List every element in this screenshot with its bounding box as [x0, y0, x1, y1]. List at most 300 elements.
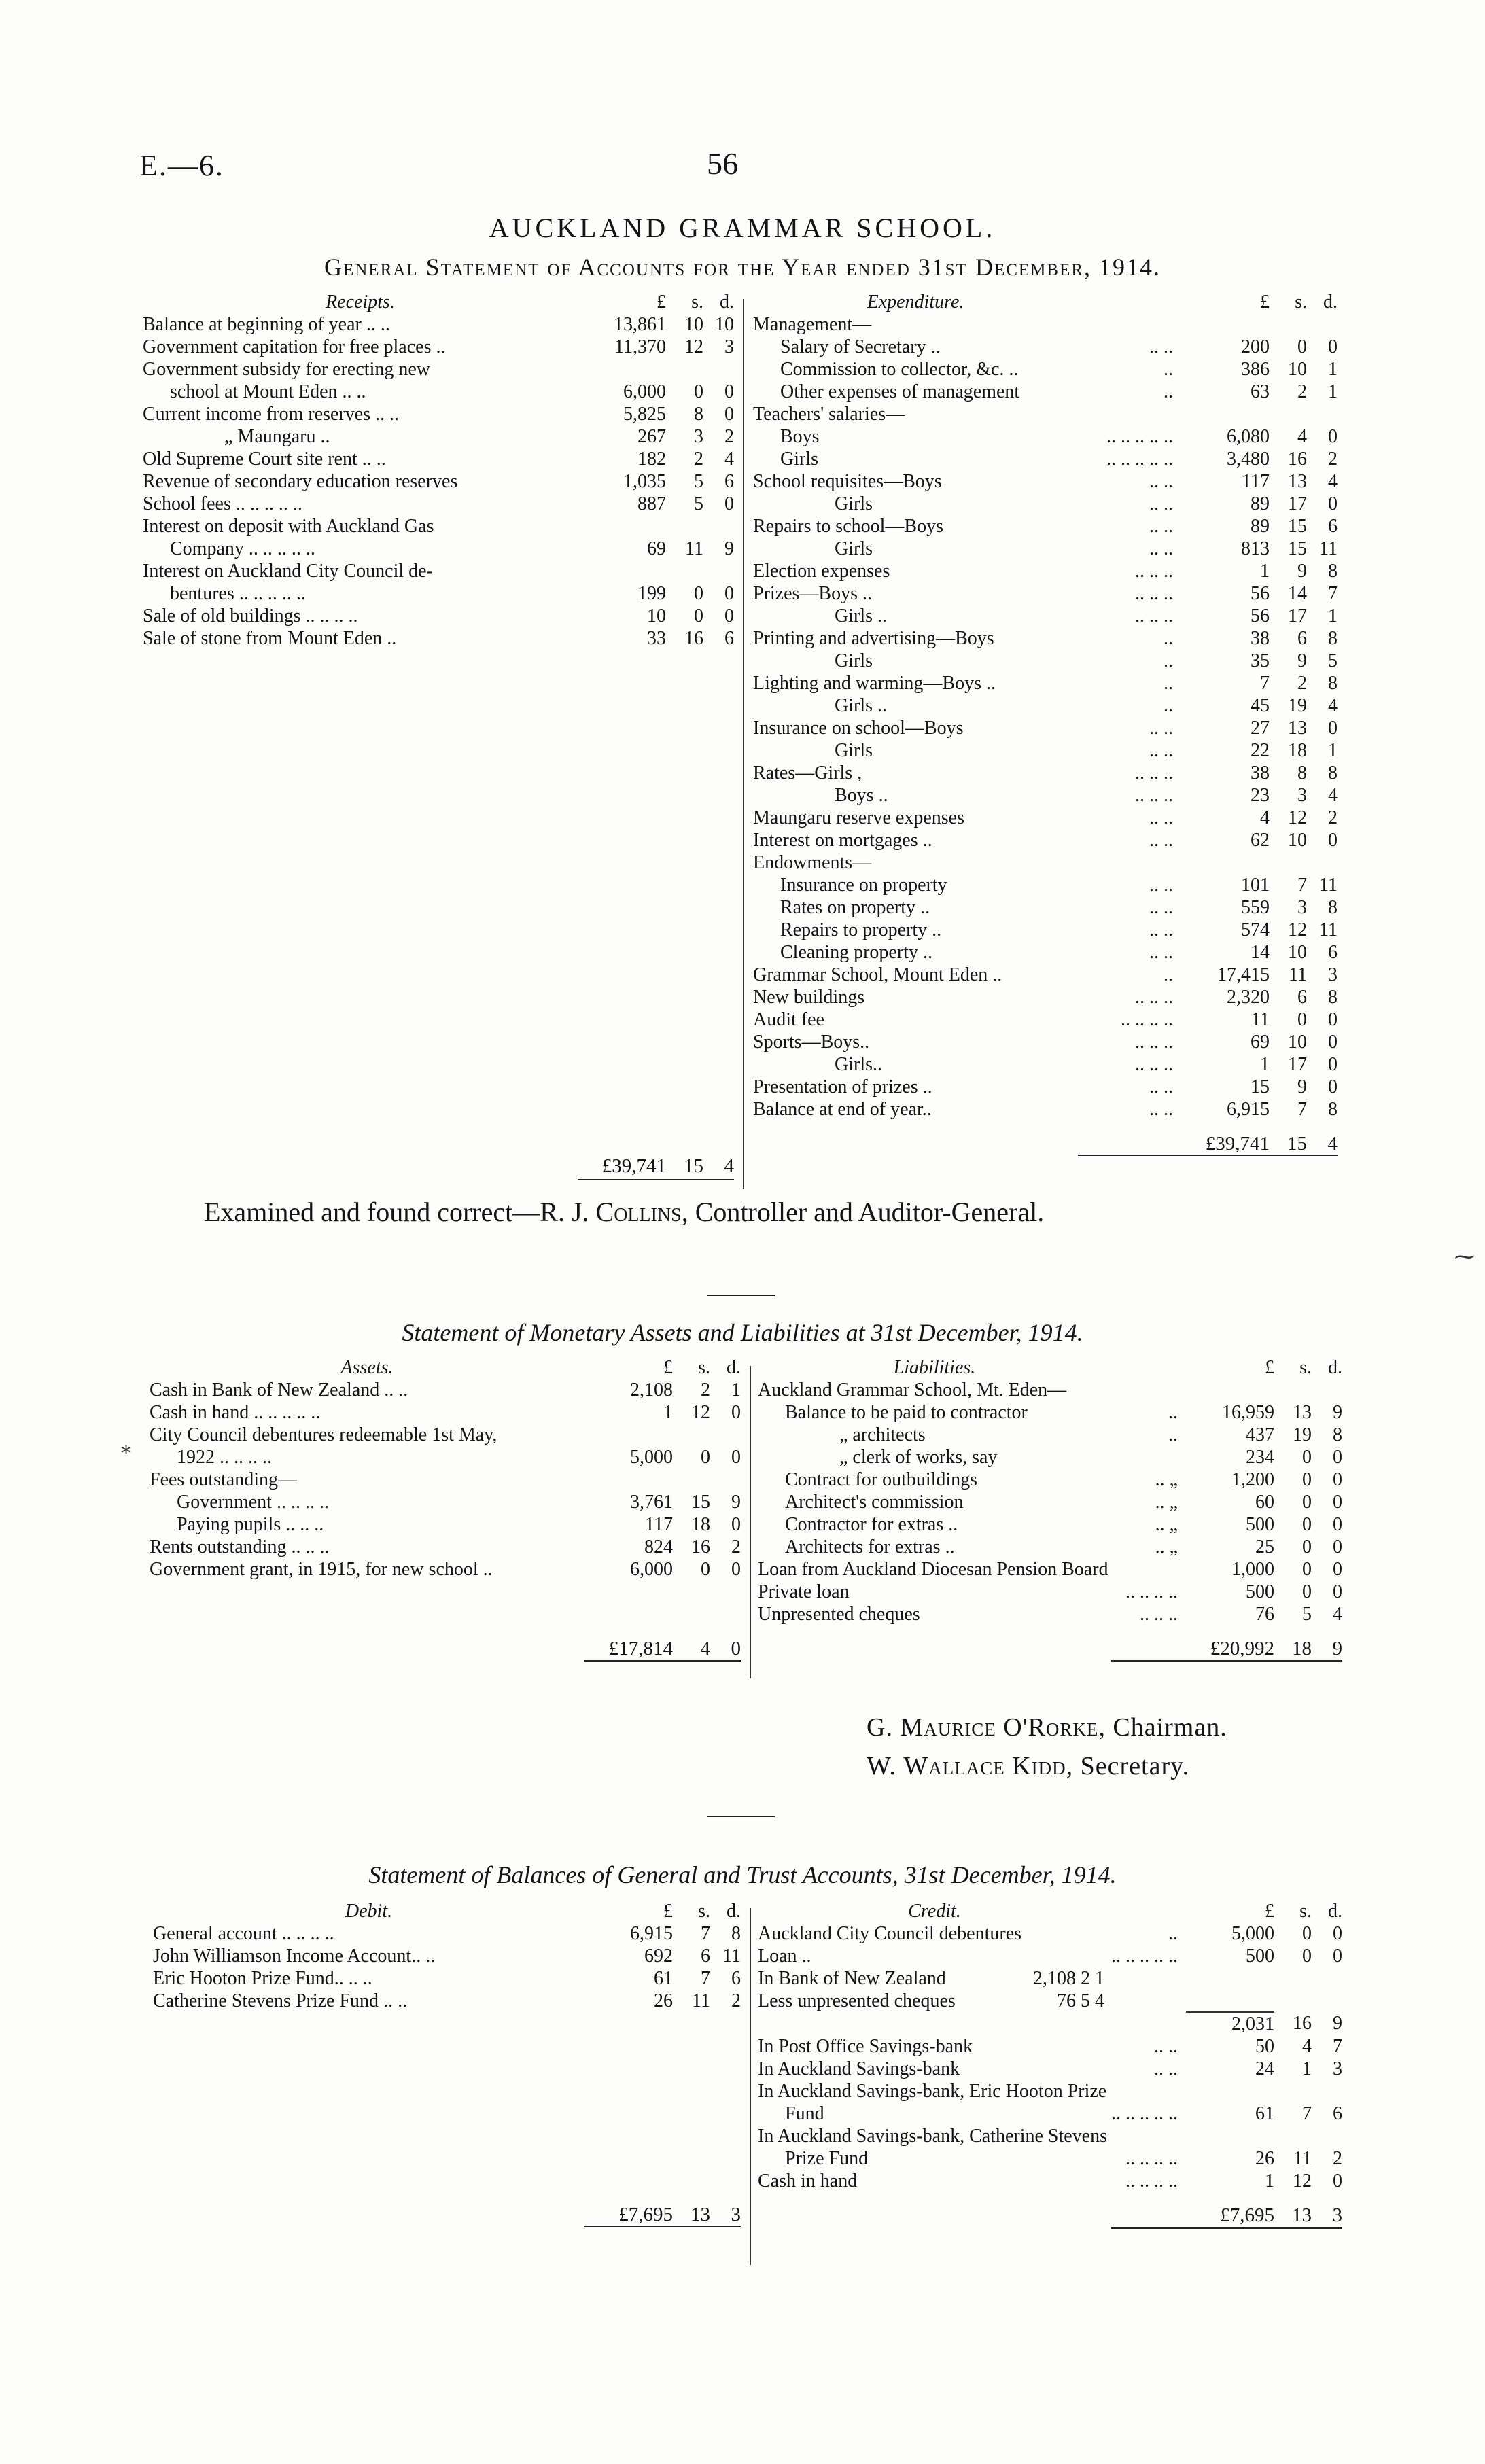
amount-shillings: 11 [1289, 964, 1307, 985]
amount-shillings: 0 [694, 381, 703, 402]
ledger-row [753, 403, 1338, 425]
spacer-row [150, 1603, 741, 1625]
amount-pence: 11 [1319, 919, 1338, 940]
amount-shillings: 11 [692, 1990, 710, 2011]
ledger-row [153, 1990, 741, 2012]
amount-pence: 11 [722, 1946, 741, 1967]
row-label [758, 1446, 1111, 1468]
audit-suffix: , Controller and Auditor-General. [681, 1197, 1045, 1227]
leader-dots: .. [1164, 964, 1173, 985]
spacer-row [143, 1008, 734, 1031]
row-label [753, 762, 1078, 784]
amount-pence: 4 [1328, 695, 1338, 716]
row-label-text: Government capitation for free places [143, 336, 432, 357]
amount-shillings: 3 [1297, 785, 1307, 806]
amount-pounds: 26 [654, 1990, 673, 2011]
amount-shillings: 8 [694, 404, 703, 425]
leader-dots: .. .. [1149, 875, 1173, 896]
spacer-row [143, 1031, 734, 1053]
amount-shillings: 7 [1302, 2103, 1312, 2124]
amount-pence: 0 [1333, 1492, 1342, 1513]
amount-pounds: 5,000 [1231, 1923, 1274, 1944]
row-label [753, 425, 1078, 448]
row-label [143, 493, 578, 515]
ledger-row [758, 1603, 1342, 1625]
amount-pounds: 1 [1265, 2170, 1274, 2192]
leader-dots: .. .. [1149, 807, 1173, 828]
row-label-text: Cleaning property .. [780, 942, 932, 963]
amount-pence: 11 [1319, 538, 1338, 559]
spacer-row [153, 2147, 741, 2169]
row-label-text: Rents outstanding [150, 1536, 287, 1557]
ledger-row [758, 1424, 1342, 1446]
amount-shillings: 4 [1302, 2036, 1312, 2057]
amount-pounds: 24 [1255, 2058, 1274, 2079]
amount-pence [1312, 1379, 1342, 1401]
amount-pounds: 1,200 [1231, 1469, 1274, 1490]
amount-shillings: 0 [1297, 336, 1307, 357]
amount-pounds: 89 [1251, 493, 1270, 514]
ledger-row [150, 1446, 741, 1468]
amount-pence: 7 [1333, 2036, 1342, 2057]
total-shillings: 15 [666, 1143, 703, 1179]
amount-shillings: 0 [1302, 1536, 1312, 1557]
amount-shillings: 16 [1288, 448, 1307, 470]
spacer-row [143, 964, 734, 986]
row-label [758, 1945, 1111, 1967]
ledger-row [150, 1401, 741, 1424]
amount-pounds [578, 515, 666, 538]
row-label [153, 1967, 584, 1990]
leader-dots: .. [1168, 1402, 1178, 1423]
row-label-text: Catherine Stevens Prize Fund [153, 1990, 379, 2011]
row-label-text: Revenue of secondary education reserves [143, 471, 458, 492]
leader-dots [1111, 2125, 1186, 2147]
ledger-row [150, 1379, 741, 1401]
amount-shillings: 13 [1288, 718, 1307, 739]
amount-shillings: 14 [1288, 583, 1307, 604]
amount-pence: 0 [731, 1514, 741, 1535]
leader-dots: .. „ [1155, 1514, 1178, 1535]
row-label [753, 381, 1078, 403]
ledger-row [143, 515, 734, 538]
ledger-row [150, 1491, 741, 1513]
amount-pence: 6 [1333, 2103, 1342, 2124]
ledger-row [758, 2058, 1342, 2080]
amount-shillings: 12 [691, 1402, 710, 1423]
general-statement-title: General Statement of Accounts for the Year ended 31st December, 1914. [324, 253, 1161, 281]
spacer-row [143, 784, 734, 807]
row-label [753, 941, 1078, 964]
ledger-row [758, 2035, 1342, 2058]
amount-shillings: 19 [1288, 695, 1307, 716]
amount-pounds: 56 [1251, 605, 1270, 627]
ledger-row [753, 650, 1338, 672]
amount-shillings [1274, 1990, 1312, 2012]
amount-shillings: 5 [694, 493, 703, 514]
amount-pounds: 1,000 [1231, 1559, 1274, 1580]
row-label [753, 874, 1078, 896]
row-label [758, 2080, 1111, 2102]
amount-pounds: 61 [1255, 2103, 1274, 2124]
amount-pounds: 1,035 [623, 471, 666, 492]
row-label [753, 336, 1078, 358]
ledger-row [753, 470, 1338, 493]
row-label-text: Girls [835, 538, 873, 559]
credit-section [758, 1900, 1342, 2229]
ledger-row [150, 1536, 741, 1558]
amount-shillings: 7 [701, 1923, 710, 1944]
shillings-heading: s. [691, 292, 703, 313]
row-label [753, 560, 1078, 582]
row-label-text: Girls.. [835, 1054, 882, 1075]
amount-pence: 0 [1333, 1514, 1342, 1535]
row-label [753, 1008, 1078, 1031]
amount-pence: 0 [1333, 1469, 1342, 1490]
pounds-heading: £ [663, 1357, 673, 1378]
row-label [753, 851, 1078, 874]
amount-pounds: 267 [637, 426, 666, 447]
amount-pence: 0 [1333, 1536, 1342, 1557]
row-label-text: Eric Hooton Prize Fund.. [153, 1968, 344, 1989]
row-label [758, 2147, 1111, 2170]
pounds-heading: £ [1265, 1901, 1274, 1922]
row-label-text: Fees outstanding— [150, 1469, 297, 1490]
row-label-text: Maungaru reserve expenses [753, 807, 964, 828]
spacer-row [143, 896, 734, 919]
row-label [143, 448, 578, 470]
column-divider [750, 1366, 751, 1678]
row-label-text: In Bank of New Zealand [758, 1968, 946, 1989]
row-label [753, 448, 1078, 470]
row-label [143, 336, 578, 358]
total-shillings: 18 [1274, 1625, 1312, 1661]
amount-shillings: 11 [1293, 2148, 1312, 2169]
leader-dots [1078, 313, 1181, 336]
amount-shillings: 16 [684, 628, 703, 649]
amount-pounds: 234 [1246, 1447, 1274, 1468]
amount-shillings: 15 [691, 1492, 710, 1513]
total-row [153, 2192, 741, 2228]
row-label [758, 2035, 1111, 2058]
row-label-text: Government grant, in 1915, for new school [150, 1559, 478, 1580]
row-label [753, 650, 1078, 672]
leader-dots: .. .. .. [291, 1536, 330, 1557]
row-label-text: Prizes—Boys .. [753, 583, 872, 604]
row-label [143, 582, 578, 605]
ledger-row [758, 2147, 1342, 2170]
amount-pence: 0 [1333, 1447, 1342, 1468]
amount-shillings: 6 [1297, 628, 1307, 649]
row-label-text: In Auckland Savings-bank, Eric Hooton Prize [758, 2081, 1107, 2102]
amount-shillings: 12 [684, 336, 703, 357]
amount-shillings: 6 [1297, 987, 1307, 1008]
amount-pounds: 200 [1241, 336, 1270, 357]
shillings-heading: s. [698, 1357, 710, 1378]
row-label-text: Fund [785, 2103, 824, 2124]
ledger-row [143, 582, 734, 605]
ledger-row [758, 1513, 1342, 1536]
row-label-text: Girls [780, 448, 818, 470]
amount-pounds: 574 [1241, 919, 1270, 940]
amount-pence [1307, 403, 1338, 425]
shillings-heading: s. [698, 1901, 710, 1922]
row-label-text: Auckland City Council debentures [758, 1923, 1022, 1944]
row-label-text: Rates—Girls , [753, 762, 862, 784]
leader-dots: .. .. [348, 1968, 372, 1989]
amount-pence [1312, 1967, 1342, 1990]
amount-pence [1312, 2080, 1342, 2102]
row-label-text: Prize Fund [785, 2148, 869, 2169]
row-label-text: In Auckland Savings-bank, Catherine Stevens [758, 2126, 1108, 2147]
amount-shillings: 10 [1288, 942, 1307, 963]
total-label [153, 2192, 584, 2228]
amount-pounds: 11,370 [614, 336, 666, 357]
row-label [753, 672, 1078, 694]
ledger-row [753, 1031, 1338, 1053]
amount-pounds: 13,861 [614, 314, 666, 335]
amount-pence: 8 [1328, 673, 1338, 694]
row-label-text: Boys .. [835, 785, 888, 806]
amount-pence [710, 1424, 741, 1446]
ledger-row [758, 1401, 1342, 1424]
amount-shillings: 17 [1288, 1054, 1307, 1075]
liabilities-table [758, 1356, 1342, 1662]
row-label [753, 964, 1078, 986]
total-pence: 4 [1307, 1121, 1338, 1157]
amount-pounds: 50 [1255, 2036, 1274, 2057]
amount-shillings: 0 [1302, 1923, 1312, 1944]
amount-pence: 0 [1333, 1559, 1342, 1580]
leader-dots: .. .. [1149, 471, 1173, 492]
total-row [143, 1143, 734, 1179]
amount-pence: 4 [1333, 1604, 1342, 1625]
leader-dots: .. [1164, 359, 1173, 380]
ledger-row [753, 381, 1338, 403]
credit-table [758, 1900, 1342, 2229]
amount-pounds: 15 [1251, 1076, 1270, 1097]
amount-pounds: 824 [644, 1536, 673, 1557]
row-label-text: School requisites—Boys [753, 471, 942, 492]
row-label-text: In Auckland Savings-bank [758, 2058, 960, 2079]
row-label [753, 694, 1078, 717]
leader-dots: .. .. .. .. .. [1111, 2103, 1178, 2124]
liabilities-heading: Liabilities. [893, 1357, 976, 1378]
amount-pounds: 61 [654, 1968, 673, 1989]
total-shillings: 13 [673, 2192, 710, 2228]
amount-pence: 0 [1328, 718, 1338, 739]
amount-pence: 2 [1328, 448, 1338, 470]
signature-chairman [867, 1712, 1227, 1742]
amount-pence: 1 [1328, 605, 1338, 627]
spacer-row [143, 694, 734, 717]
audit-prefix: Examined and found correct—R. J. [204, 1197, 589, 1227]
row-label-text: Interest on mortgages .. [753, 830, 932, 851]
amount-pence: 6 [1328, 942, 1338, 963]
leader-dots: .. [483, 1559, 493, 1580]
amount-shillings: 0 [694, 605, 703, 627]
total-gap [1078, 1121, 1181, 1157]
amount-pounds: 69 [647, 538, 666, 559]
row-label [758, 1379, 1111, 1401]
amount-shillings: 10 [1288, 830, 1307, 851]
leader-dots: .. .. .. [290, 1492, 329, 1513]
row-label-text: Contract for outbuildings [785, 1469, 978, 1490]
total-label [758, 1625, 1111, 1661]
leader-dots: .. [1168, 1923, 1178, 1944]
amount-pounds: 27 [1251, 718, 1270, 739]
amount-shillings: 13 [1288, 471, 1307, 492]
shillings-heading: s. [1299, 1357, 1312, 1378]
amount-shillings: 0 [1302, 1559, 1312, 1580]
amount-pounds: 437 [1246, 1424, 1274, 1445]
amount-shillings: 9 [1297, 561, 1307, 582]
row-label-text: Endowments— [753, 852, 872, 873]
ledger-row [753, 515, 1338, 538]
row-label [758, 1603, 1111, 1625]
row-label-text: Girls [835, 650, 873, 671]
leader-dots: .. .. [1154, 2058, 1178, 2079]
total-row [758, 2192, 1342, 2228]
leader-dots: .. .. [1149, 1076, 1173, 1097]
row-label-text: Presentation of prizes .. [753, 1076, 932, 1097]
amount-pounds: 887 [637, 493, 666, 514]
row-label [753, 896, 1078, 919]
amount-shillings: 0 [1302, 1581, 1312, 1602]
amount-pounds [1181, 313, 1270, 336]
row-label [150, 1401, 584, 1424]
row-label-text: Interest on deposit with Auckland Gas [143, 516, 434, 537]
amount-shillings: 18 [1288, 740, 1307, 761]
amount-pence: 6 [724, 628, 734, 649]
leader-dots [1111, 1379, 1186, 1401]
amount-shillings: 13 [1293, 1402, 1312, 1423]
row-label [758, 1424, 1111, 1446]
pence-heading: d. [727, 1901, 741, 1922]
amount-pence: 1 [1328, 740, 1338, 761]
row-label [753, 739, 1078, 762]
ledger-row [153, 1945, 741, 1967]
leader-dots: .. .. .. [1140, 1604, 1178, 1625]
leader-dots [1111, 2012, 1186, 2035]
spacer-row [153, 2102, 741, 2124]
amount-pounds: 117 [645, 1514, 673, 1535]
leader-dots: .. .. .. [1135, 1054, 1173, 1075]
total-label [758, 2192, 1111, 2228]
amount-pence: 0 [724, 404, 734, 425]
row-label-text: Lighting and warming—Boys .. [753, 673, 996, 694]
ledger-row [758, 1491, 1342, 1513]
ledger-row [143, 425, 734, 448]
leader-dots: .. .. .. .. .. [235, 493, 302, 514]
leader-dots [1111, 2080, 1186, 2102]
amount-pence: 9 [1333, 1402, 1342, 1423]
amount-pence: 0 [1328, 493, 1338, 514]
ledger-row [758, 1922, 1342, 1945]
spacer-row [143, 672, 734, 694]
amount-shillings [673, 1424, 710, 1446]
amount-pounds: 17,415 [1217, 964, 1270, 985]
leader-dots: .. [425, 1946, 436, 1967]
amount-pounds: 63 [1251, 381, 1270, 402]
leader-dots: .. .. [1149, 336, 1173, 357]
row-label [753, 627, 1078, 650]
amount-shillings: 6 [701, 1946, 710, 1967]
amount-shillings: 3 [694, 426, 703, 447]
leader-dots: .. [1164, 673, 1173, 694]
amount-pence: 0 [1333, 1581, 1342, 1602]
leader-dots: .. [1164, 381, 1173, 402]
leader-dots [1111, 1446, 1186, 1468]
ledger-row [753, 941, 1338, 964]
row-label [753, 807, 1078, 829]
amount-shillings: 2 [1297, 381, 1307, 402]
amount-pounds [1186, 1990, 1274, 2012]
row-label-text: Architect's commission [785, 1492, 964, 1513]
spacer-row [143, 874, 734, 896]
spacer-row [153, 2035, 741, 2057]
leader-dots: .. .. .. [1135, 762, 1173, 784]
amount-shillings [1270, 851, 1307, 874]
row-label-text: Repairs to school—Boys [753, 516, 943, 537]
column-divider [750, 1908, 751, 2265]
spacer-row [153, 2079, 741, 2102]
sub-amount: 76 5 4 [1057, 1990, 1104, 2011]
amount-pounds [1186, 2080, 1274, 2102]
amount-pence: 4 [724, 448, 734, 470]
leader-dots: .. .. [1154, 2036, 1178, 2057]
amount-shillings [666, 515, 703, 538]
row-label [753, 605, 1078, 627]
row-label [758, 1491, 1111, 1513]
receipts-heading: Receipts. [326, 292, 395, 313]
row-label-text: „ Maungaru [224, 426, 316, 447]
row-label [150, 1379, 584, 1401]
ledger-row [150, 1424, 741, 1446]
amount-shillings: 9 [1297, 1076, 1307, 1097]
row-label-text: Cash in hand [150, 1402, 249, 1423]
margin-mark: ⁓ [1454, 1246, 1475, 1268]
ledger-row [753, 493, 1338, 515]
ledger-row [753, 784, 1338, 807]
amount-shillings: 12 [1293, 2170, 1312, 2192]
row-label [753, 717, 1078, 739]
leader-dots: .. .. .. .. .. [1111, 1946, 1178, 1967]
amount-pounds: 23 [1251, 785, 1270, 806]
row-label [758, 1468, 1111, 1491]
leader-dots: .. .. .. .. .. [1106, 426, 1173, 447]
amount-shillings [666, 560, 703, 582]
row-label-text: Sale of stone from Mount Eden [143, 628, 383, 649]
amount-shillings [1270, 313, 1307, 336]
amount-shillings: 7 [701, 1968, 710, 1989]
signature-name: Maurice O'Rorke [900, 1713, 1099, 1742]
amount-pence: 0 [1328, 1009, 1338, 1030]
amount-pounds: 5,825 [623, 404, 666, 425]
row-label-text: „ architects [839, 1424, 926, 1445]
row-label-text: New buildings [753, 987, 865, 1008]
row-label-text: Auckland Grammar School, Mt. Eden— [758, 1379, 1067, 1401]
amount-pounds: 6,080 [1227, 426, 1270, 447]
spacer-row [143, 717, 734, 739]
row-label-text: school at Mount Eden [170, 381, 338, 402]
ledger-row [753, 694, 1338, 717]
row-label [753, 1031, 1078, 1053]
row-label [153, 1990, 584, 2012]
leader-dots: .. .. [1149, 919, 1173, 940]
amount-pence: 0 [1328, 1032, 1338, 1053]
row-label-text: 1922 [177, 1447, 215, 1468]
